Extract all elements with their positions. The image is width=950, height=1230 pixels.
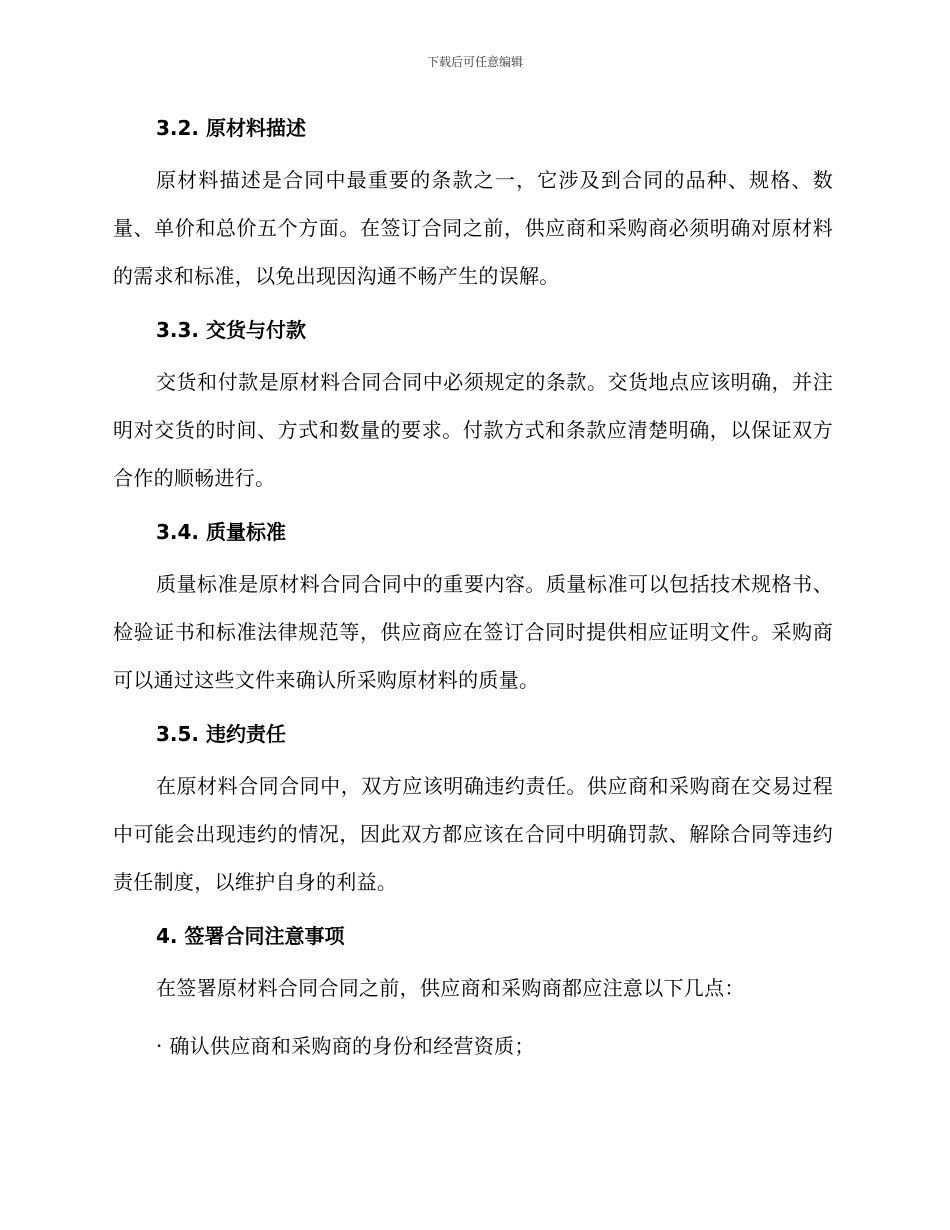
list-item: · 确认供应商和采购商的身份和经营资质； [156,1034,535,1058]
section-heading: 3.4. 质量标准 [156,520,286,544]
section-paragraph: 在原材料合同合同中，双方应该明确违约责任。供应商和采购商在交易过程中可能会出现违约的情况，因此双方都应该在合同中明确罚款、解除合同等违约责任制度，以维护自身的利益。 [113,774,833,894]
section-heading: 3.3. 交货与付款 [156,318,306,342]
section-paragraph: 质量标准是原材料合同合同中的重要内容。质量标准可以包括技术规格书、检验证书和标准法律规范等，供应商应在签订合同时提供相应证明文件。采购商可以通过这些文件来确认所采购原材料的质量。 [113,572,833,692]
section-paragraph: 在签署原材料合同合同之前，供应商和采购商都应注意以下几点： [156,976,745,1000]
section-paragraph: 原材料描述是合同中最重要的条款之一，它涉及到合同的品种、规格、数量、单价和总价五个方面。在签订合同之前，供应商和采购商必须明确对原材料的需求和标准，以免出现因沟通不畅产生的误解。 [113,168,833,288]
section-heading: 4. 签署合同注意事项 [156,924,345,948]
document-body [113,108,833,1070]
section-paragraph: 交货和付款是原材料合同合同中必须规定的条款。交货地点应该明确，并注明对交货的时间、方式和数量的要求。付款方式和条款应清楚明确，以保证双方合作的顺畅进行。 [113,370,833,490]
header-note: 下载后可任意编辑 [426,55,523,69]
section-heading: 3.2. 原材料描述 [156,116,306,140]
section-heading: 3.5. 违约责任 [156,722,286,746]
